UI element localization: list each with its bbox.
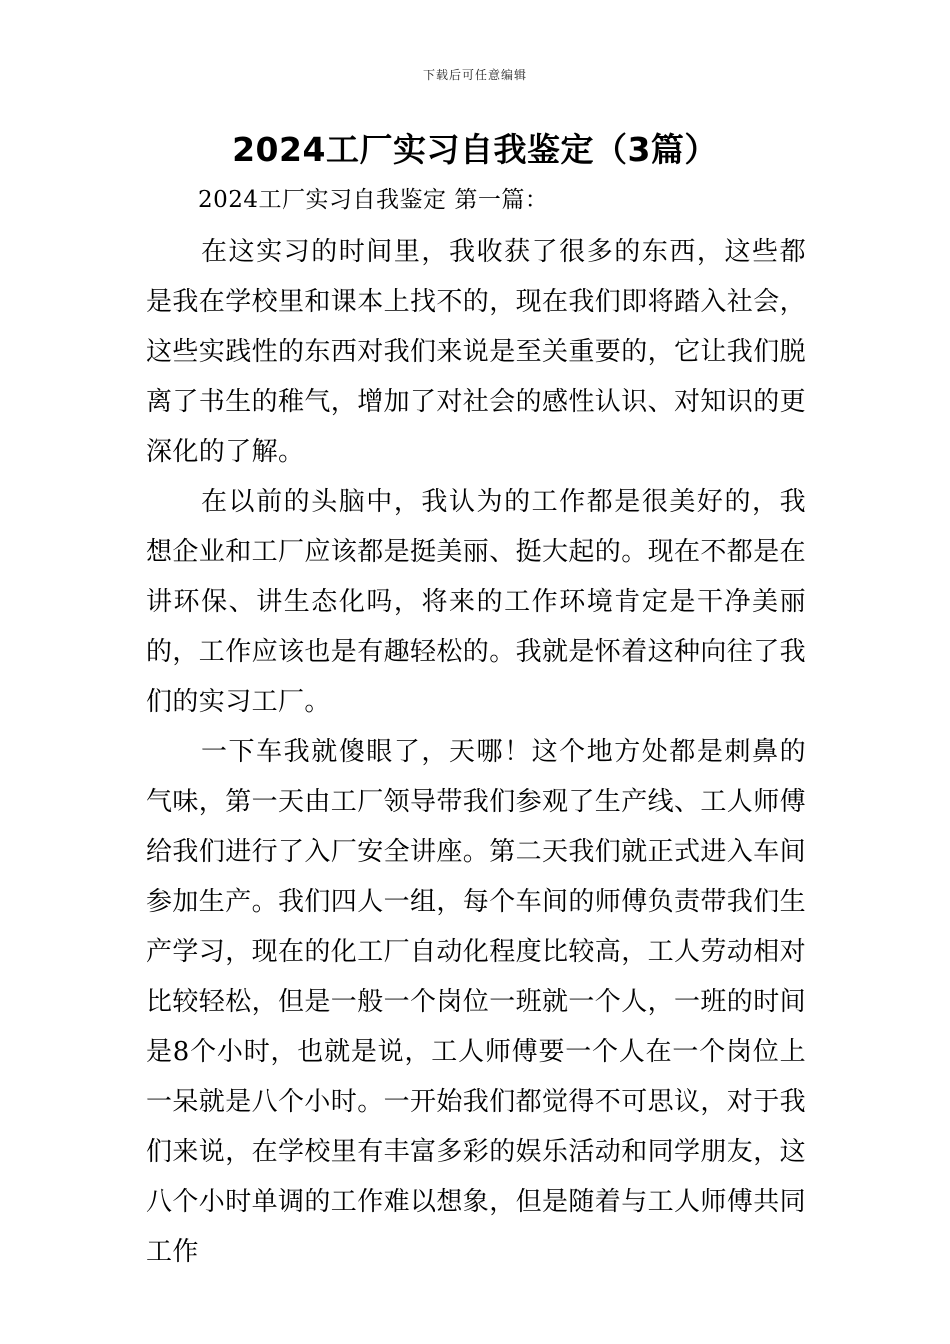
section-subheading: 2024工厂实习自我鉴定 第一篇：: [198, 187, 549, 213]
paragraph-3: 一下车我就傻眼了，天哪！这个地方处都是刺鼻的气味，第一天由工厂领导带我们参观了生产线、工人师傅给我们进行了入厂安全讲座。第二天我们就正式进入车间参加生产。我们四人一组，每个车间的师傅负责带我们生产学习，现在的化工厂自动化程度比较高，工人劳动相对比较轻松，但是一般一个岗位一班就一个人，一班的时间是8个小时，也就是说，工人师傅要一个人在一个岗位上一呆就是八个小时。一开始我们都觉得不可思议，对于我们来说，在学校里有丰富多彩的娱乐活动和同学朋友，这八个小时单调的工作难以想象，但是随着与工人师傅共同工作: [146, 737, 807, 1267]
document-body: [146, 227, 806, 1277]
paragraph-1: 在这实习的时间里，我收获了很多的东西，这些都是我在学校里和课本上找不的，现在我们即将踏入社会，这些实践性的东西对我们来说是至关重要的，它让我们脱离了书生的稚气，增加了对社会的感性认识、对知识的更深化的了解。: [146, 237, 807, 467]
document-title: 2024工厂实习自我鉴定（3篇）: [232, 130, 718, 169]
header-note: 下载后可任意编辑: [422, 68, 527, 82]
paragraph-2: 在以前的头脑中，我认为的工作都是很美好的，我想企业和工厂应该都是挺美丽、挺大起的。现在不都是在讲环保、讲生态化吗，将来的工作环境肯定是干净美丽的，工作应该也是有趣轻松的。我就是怀着这种向往了我们的实习工厂。: [146, 487, 807, 717]
